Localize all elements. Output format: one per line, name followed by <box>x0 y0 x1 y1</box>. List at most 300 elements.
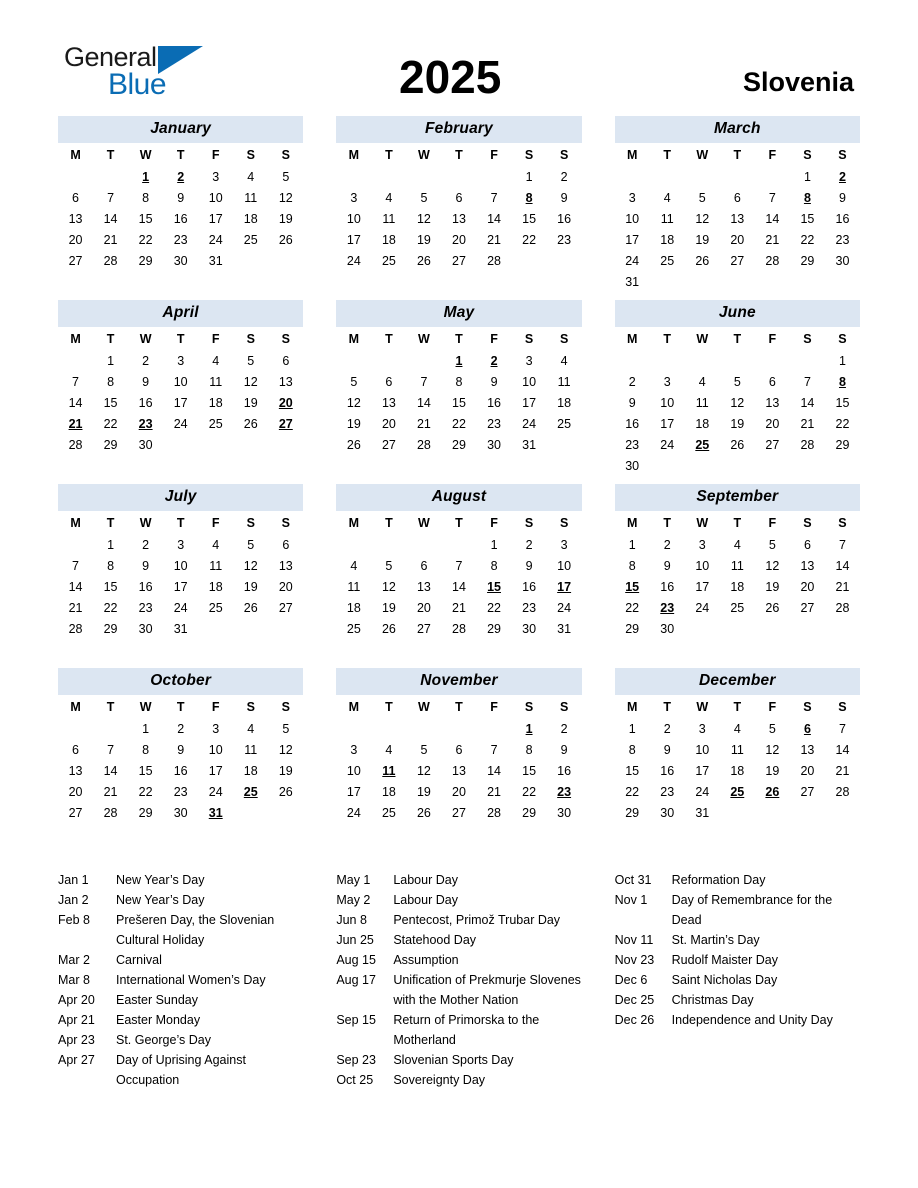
week-row <box>615 208 860 229</box>
week-row <box>615 413 860 434</box>
weekday-header: W <box>139 516 152 530</box>
weekday-header: F <box>490 332 498 346</box>
day-cell: 27 <box>381 437 396 452</box>
day-cell: 21 <box>835 763 850 778</box>
month-block <box>615 116 860 290</box>
legend-item-date: Mar 8 <box>58 973 90 987</box>
day-cell-empty <box>685 455 720 476</box>
day-cell-empty <box>336 639 371 660</box>
week-row <box>58 229 303 250</box>
day-cell: 16 <box>173 763 188 778</box>
month-day-grid <box>615 329 860 476</box>
day-cell: 25 <box>346 621 361 636</box>
weekday-header: T <box>106 148 115 162</box>
day-cell-empty <box>93 166 128 187</box>
weekday-header: F <box>490 700 498 714</box>
day-cell: 26 <box>730 437 745 452</box>
day-cell-holiday: 15 <box>487 579 501 594</box>
legend-item-date: Jun 8 <box>336 913 367 927</box>
day-cell: 10 <box>208 190 223 205</box>
week-row <box>336 208 581 229</box>
week-row <box>615 534 860 555</box>
legend-item-name: Carnival <box>116 953 162 967</box>
weekday-header: T <box>106 700 115 714</box>
weekday-header: S <box>246 332 255 346</box>
day-cell: 10 <box>522 374 537 389</box>
week-row <box>336 166 581 187</box>
day-cell: 8 <box>490 558 498 573</box>
day-cell-empty <box>685 166 720 187</box>
day-cell: 3 <box>212 169 220 184</box>
day-cell: 28 <box>487 805 501 820</box>
day-cell-empty <box>233 455 268 476</box>
month-day-grid <box>336 329 581 476</box>
legend-item-date: Dec 6 <box>614 973 648 987</box>
day-cell: 19 <box>243 579 258 594</box>
weekday-header: F <box>211 700 220 714</box>
day-cell: 22 <box>522 232 537 247</box>
day-cell: 1 <box>628 721 636 736</box>
month-block <box>615 484 860 658</box>
day-cell: 24 <box>346 253 361 268</box>
week-row <box>615 555 860 576</box>
weekday-header: S <box>524 700 534 714</box>
day-cell: 5 <box>420 190 428 205</box>
day-cell: 12 <box>416 763 431 778</box>
day-cell-empty <box>441 639 476 660</box>
day-cell: 15 <box>522 211 537 226</box>
day-cell-empty <box>790 455 825 476</box>
day-cell: 21 <box>103 784 118 799</box>
month-title: August <box>336 484 581 511</box>
legend-item <box>336 1070 581 1090</box>
day-cell-empty <box>825 639 860 660</box>
month-title: February <box>336 116 581 143</box>
week-row <box>336 229 581 250</box>
weekday-header: T <box>176 332 185 346</box>
day-cell-empty <box>58 455 93 476</box>
day-cell: 5 <box>282 169 290 184</box>
day-cell: 29 <box>835 437 850 452</box>
weekday-header: S <box>838 148 847 162</box>
month-day-grid <box>336 697 581 844</box>
day-cell: 19 <box>381 600 396 615</box>
day-cell-holiday: 15 <box>625 579 640 594</box>
weekday-header: T <box>176 148 185 162</box>
week-row <box>336 271 581 292</box>
day-cell-empty <box>441 823 476 844</box>
day-cell: 26 <box>243 416 258 431</box>
legend-item-name: Return of Primorska to the Motherland <box>393 1013 540 1047</box>
day-cell: 25 <box>660 253 675 268</box>
day-cell-empty <box>720 166 755 187</box>
day-cell: 22 <box>103 416 118 431</box>
week-row <box>58 413 303 434</box>
day-cell: 16 <box>660 579 675 594</box>
day-cell: 8 <box>142 190 150 205</box>
day-cell-empty <box>233 618 268 639</box>
day-cell-empty <box>615 639 650 660</box>
day-cell: 18 <box>660 232 675 247</box>
week-row <box>58 823 303 844</box>
day-cell: 8 <box>107 558 115 573</box>
weekday-header: W <box>696 700 709 714</box>
week-row <box>336 639 581 660</box>
month-day-grid <box>615 145 860 292</box>
day-cell: 9 <box>560 190 568 205</box>
day-cell: 8 <box>525 742 533 757</box>
day-cell-empty <box>58 823 93 844</box>
day-cell: 20 <box>278 579 293 594</box>
day-cell-empty <box>720 802 755 823</box>
legend-item-date: Oct 25 <box>336 1073 374 1087</box>
day-cell-empty <box>336 718 371 739</box>
day-cell: 9 <box>525 558 533 573</box>
week-row <box>615 455 860 476</box>
day-cell: 30 <box>557 805 572 820</box>
legend-item <box>58 1030 303 1050</box>
day-cell-empty <box>755 639 790 660</box>
day-cell: 4 <box>247 721 255 736</box>
day-cell-holiday: 23 <box>138 416 153 431</box>
legend-item-date: May 1 <box>336 873 371 887</box>
weekday-header-row <box>58 697 303 718</box>
day-cell-empty <box>268 639 303 660</box>
day-cell: 19 <box>765 763 780 778</box>
weekday-header: F <box>211 148 220 162</box>
weekday-header-row <box>58 329 303 350</box>
day-cell-empty <box>58 718 93 739</box>
day-cell-holiday: 8 <box>803 190 811 205</box>
day-cell: 29 <box>625 805 640 820</box>
weekday-header: S <box>524 516 534 530</box>
day-cell: 23 <box>835 232 850 247</box>
month-day-grid <box>58 329 303 476</box>
legend-item <box>336 890 581 910</box>
day-cell-empty <box>268 802 303 823</box>
day-cell: 18 <box>695 416 710 431</box>
day-cell: 20 <box>452 784 466 799</box>
weekday-header: S <box>281 700 290 714</box>
day-cell-empty <box>825 802 860 823</box>
day-cell: 23 <box>625 437 640 452</box>
day-cell: 10 <box>695 742 710 757</box>
weekday-header: M <box>70 148 81 162</box>
legend-item-name: Day of Uprising Against Occupation <box>116 1053 246 1087</box>
day-cell: 13 <box>452 211 466 226</box>
weekday-header: S <box>246 148 255 162</box>
legend-item-name: International Women’s Day <box>116 973 266 987</box>
day-cell: 3 <box>177 537 185 552</box>
day-cell: 26 <box>695 253 710 268</box>
week-row <box>58 166 303 187</box>
day-cell: 13 <box>416 579 431 594</box>
day-cell-empty <box>163 271 198 292</box>
day-cell: 27 <box>800 600 815 615</box>
day-cell-empty <box>406 350 441 371</box>
day-cell: 13 <box>800 558 815 573</box>
legend-item <box>58 950 303 970</box>
day-cell: 20 <box>765 416 780 431</box>
day-cell: 26 <box>278 784 293 799</box>
week-row <box>336 555 581 576</box>
legend-item <box>615 990 860 1010</box>
logo-bottom-row <box>64 70 214 100</box>
day-cell-empty <box>128 823 163 844</box>
day-cell-empty <box>233 434 268 455</box>
legend-item-date: Apr 21 <box>58 1013 95 1027</box>
day-cell-empty <box>615 823 650 844</box>
day-cell: 19 <box>416 232 431 247</box>
month-block <box>58 484 303 658</box>
day-cell: 30 <box>660 621 675 636</box>
day-cell-holiday: 26 <box>765 784 780 799</box>
week-row <box>336 802 581 823</box>
day-cell-empty <box>198 639 233 660</box>
day-cell: 2 <box>525 537 533 552</box>
legend-item-name: Independence and Unity Day <box>671 1013 833 1027</box>
weekday-header: T <box>733 516 742 530</box>
day-cell-empty <box>790 823 825 844</box>
week-row <box>58 618 303 639</box>
day-cell-empty <box>233 823 268 844</box>
day-cell: 31 <box>208 253 223 268</box>
week-row <box>58 555 303 576</box>
week-row <box>336 534 581 555</box>
legend-item-name: Statehood Day <box>393 933 477 947</box>
day-cell: 30 <box>660 805 675 820</box>
day-cell: 28 <box>68 437 83 452</box>
week-row <box>336 413 581 434</box>
day-cell: 17 <box>695 763 710 778</box>
day-cell: 30 <box>625 458 640 473</box>
day-cell: 17 <box>346 232 361 247</box>
day-cell-empty <box>371 823 406 844</box>
weekday-header: T <box>455 332 463 346</box>
weekday-header: T <box>663 516 672 530</box>
day-cell: 9 <box>142 558 150 573</box>
legend-item-date: Jan 2 <box>58 893 89 907</box>
day-cell-empty <box>650 455 685 476</box>
day-cell: 24 <box>522 416 537 431</box>
week-row <box>58 739 303 760</box>
day-cell: 4 <box>698 374 706 389</box>
weekday-header: S <box>281 516 290 530</box>
day-cell: 21 <box>800 416 815 431</box>
day-cell: 9 <box>560 742 568 757</box>
month-block <box>615 668 860 842</box>
day-cell: 12 <box>765 558 780 573</box>
day-cell-empty <box>512 250 547 271</box>
day-cell: 17 <box>346 784 361 799</box>
legend-item-name: Assumption <box>393 953 459 967</box>
day-cell: 27 <box>800 784 815 799</box>
day-cell-empty <box>198 271 233 292</box>
day-cell: 10 <box>660 395 675 410</box>
day-cell-empty <box>233 639 268 660</box>
day-cell-empty <box>198 618 233 639</box>
month-block <box>336 116 581 290</box>
day-cell-empty <box>268 250 303 271</box>
day-cell: 19 <box>278 211 293 226</box>
day-cell: 31 <box>695 805 710 820</box>
legend-item-date: Apr 20 <box>58 993 95 1007</box>
day-cell: 21 <box>103 232 118 247</box>
legend-item-name: New Year’s Day <box>116 893 205 907</box>
day-cell: 11 <box>244 190 258 205</box>
day-cell: 11 <box>347 579 361 594</box>
week-row <box>58 802 303 823</box>
day-cell: 6 <box>455 742 463 757</box>
month-block <box>336 484 581 658</box>
day-cell-empty <box>371 350 406 371</box>
weekday-header: W <box>418 516 430 530</box>
day-cell: 3 <box>698 537 706 552</box>
weekday-header: S <box>246 700 255 714</box>
month-day-grid <box>336 513 581 660</box>
day-cell: 14 <box>835 558 850 573</box>
day-cell-empty <box>547 823 582 844</box>
legend-item-name: Sovereignty Day <box>393 1073 486 1087</box>
day-cell: 21 <box>835 579 850 594</box>
day-cell: 12 <box>243 374 258 389</box>
month-title: January <box>58 116 303 143</box>
day-cell: 30 <box>487 437 501 452</box>
day-cell: 30 <box>522 621 537 636</box>
day-cell-empty <box>406 639 441 660</box>
day-cell: 16 <box>557 763 572 778</box>
week-row <box>615 823 860 844</box>
legend-item-date: Nov 11 <box>614 933 654 947</box>
legend-item <box>615 1010 860 1030</box>
day-cell: 6 <box>455 190 463 205</box>
weekday-header: F <box>768 700 777 714</box>
day-cell: 6 <box>385 374 393 389</box>
day-cell-empty <box>441 271 476 292</box>
day-cell-holiday: 6 <box>803 721 811 736</box>
day-cell-empty <box>512 271 547 292</box>
day-cell: 2 <box>177 721 185 736</box>
week-row <box>336 618 581 639</box>
day-cell-empty <box>198 434 233 455</box>
weekday-header: F <box>490 516 498 530</box>
day-cell-holiday: 2 <box>490 353 498 368</box>
weekday-header-row <box>336 513 581 534</box>
day-cell: 13 <box>452 763 466 778</box>
day-cell: 28 <box>103 253 118 268</box>
day-cell: 14 <box>68 579 83 594</box>
day-cell: 1 <box>525 169 533 184</box>
legend-item-date: Apr 23 <box>58 1033 95 1047</box>
day-cell: 26 <box>381 621 396 636</box>
weekday-header: T <box>455 148 463 162</box>
day-cell: 14 <box>487 763 501 778</box>
day-cell-empty <box>615 166 650 187</box>
day-cell-empty <box>547 271 582 292</box>
day-cell: 15 <box>800 211 815 226</box>
day-cell-empty <box>685 823 720 844</box>
weekday-header: S <box>803 700 812 714</box>
day-cell-holiday: 31 <box>208 805 223 820</box>
weekday-header: T <box>733 700 742 714</box>
day-cell: 11 <box>382 211 396 226</box>
day-cell: 13 <box>730 211 745 226</box>
legend-item-date: Mar 2 <box>58 953 90 967</box>
day-cell-holiday: 21 <box>68 416 83 431</box>
weekday-header: W <box>418 700 430 714</box>
day-cell: 29 <box>522 805 537 820</box>
day-cell: 12 <box>278 190 293 205</box>
day-cell: 5 <box>768 537 776 552</box>
day-cell-empty <box>406 823 441 844</box>
day-cell: 5 <box>385 558 393 573</box>
day-cell: 14 <box>765 211 780 226</box>
day-cell-empty <box>477 718 512 739</box>
weekday-header: W <box>139 700 152 714</box>
week-row <box>336 597 581 618</box>
week-row <box>615 350 860 371</box>
legend-item-name: Prešeren Day, the Slovenian Cultural Holiday <box>116 913 275 947</box>
day-cell: 14 <box>487 211 501 226</box>
legend-item-date: Feb 8 <box>58 913 90 927</box>
day-cell: 17 <box>695 579 710 594</box>
week-row <box>336 250 581 271</box>
week-row <box>58 639 303 660</box>
week-row <box>58 371 303 392</box>
day-cell: 10 <box>346 211 361 226</box>
day-cell: 18 <box>208 579 223 594</box>
day-cell-empty <box>371 166 406 187</box>
day-cell: 14 <box>835 742 850 757</box>
day-cell: 26 <box>416 805 431 820</box>
day-cell: 15 <box>138 211 153 226</box>
day-cell: 22 <box>625 784 640 799</box>
day-cell: 30 <box>138 621 153 636</box>
week-row <box>336 455 581 476</box>
day-cell: 15 <box>452 395 466 410</box>
week-row <box>58 760 303 781</box>
day-cell: 24 <box>173 600 188 615</box>
week-row <box>336 392 581 413</box>
day-cell: 29 <box>138 805 153 820</box>
week-row <box>615 597 860 618</box>
day-cell-empty <box>58 350 93 371</box>
day-cell-empty <box>163 823 198 844</box>
day-cell-empty <box>547 250 582 271</box>
day-cell: 7 <box>72 374 79 389</box>
legend-item <box>58 1010 303 1030</box>
weekday-header: S <box>281 332 290 346</box>
weekday-header: T <box>455 516 463 530</box>
day-cell: 24 <box>695 600 710 615</box>
day-cell: 11 <box>730 558 744 573</box>
day-cell-holiday: 25 <box>730 784 745 799</box>
day-cell: 12 <box>765 742 780 757</box>
day-cell: 16 <box>835 211 850 226</box>
day-cell-empty <box>371 639 406 660</box>
day-cell-empty <box>477 823 512 844</box>
day-cell: 28 <box>68 621 83 636</box>
day-cell: 7 <box>490 742 498 757</box>
weekday-header: F <box>211 332 220 346</box>
legend-item <box>58 890 303 910</box>
week-row <box>336 781 581 802</box>
day-cell: 24 <box>208 232 223 247</box>
week-row <box>336 187 581 208</box>
day-cell-empty <box>128 455 163 476</box>
day-cell-empty <box>790 639 825 660</box>
day-cell: 7 <box>455 558 463 573</box>
